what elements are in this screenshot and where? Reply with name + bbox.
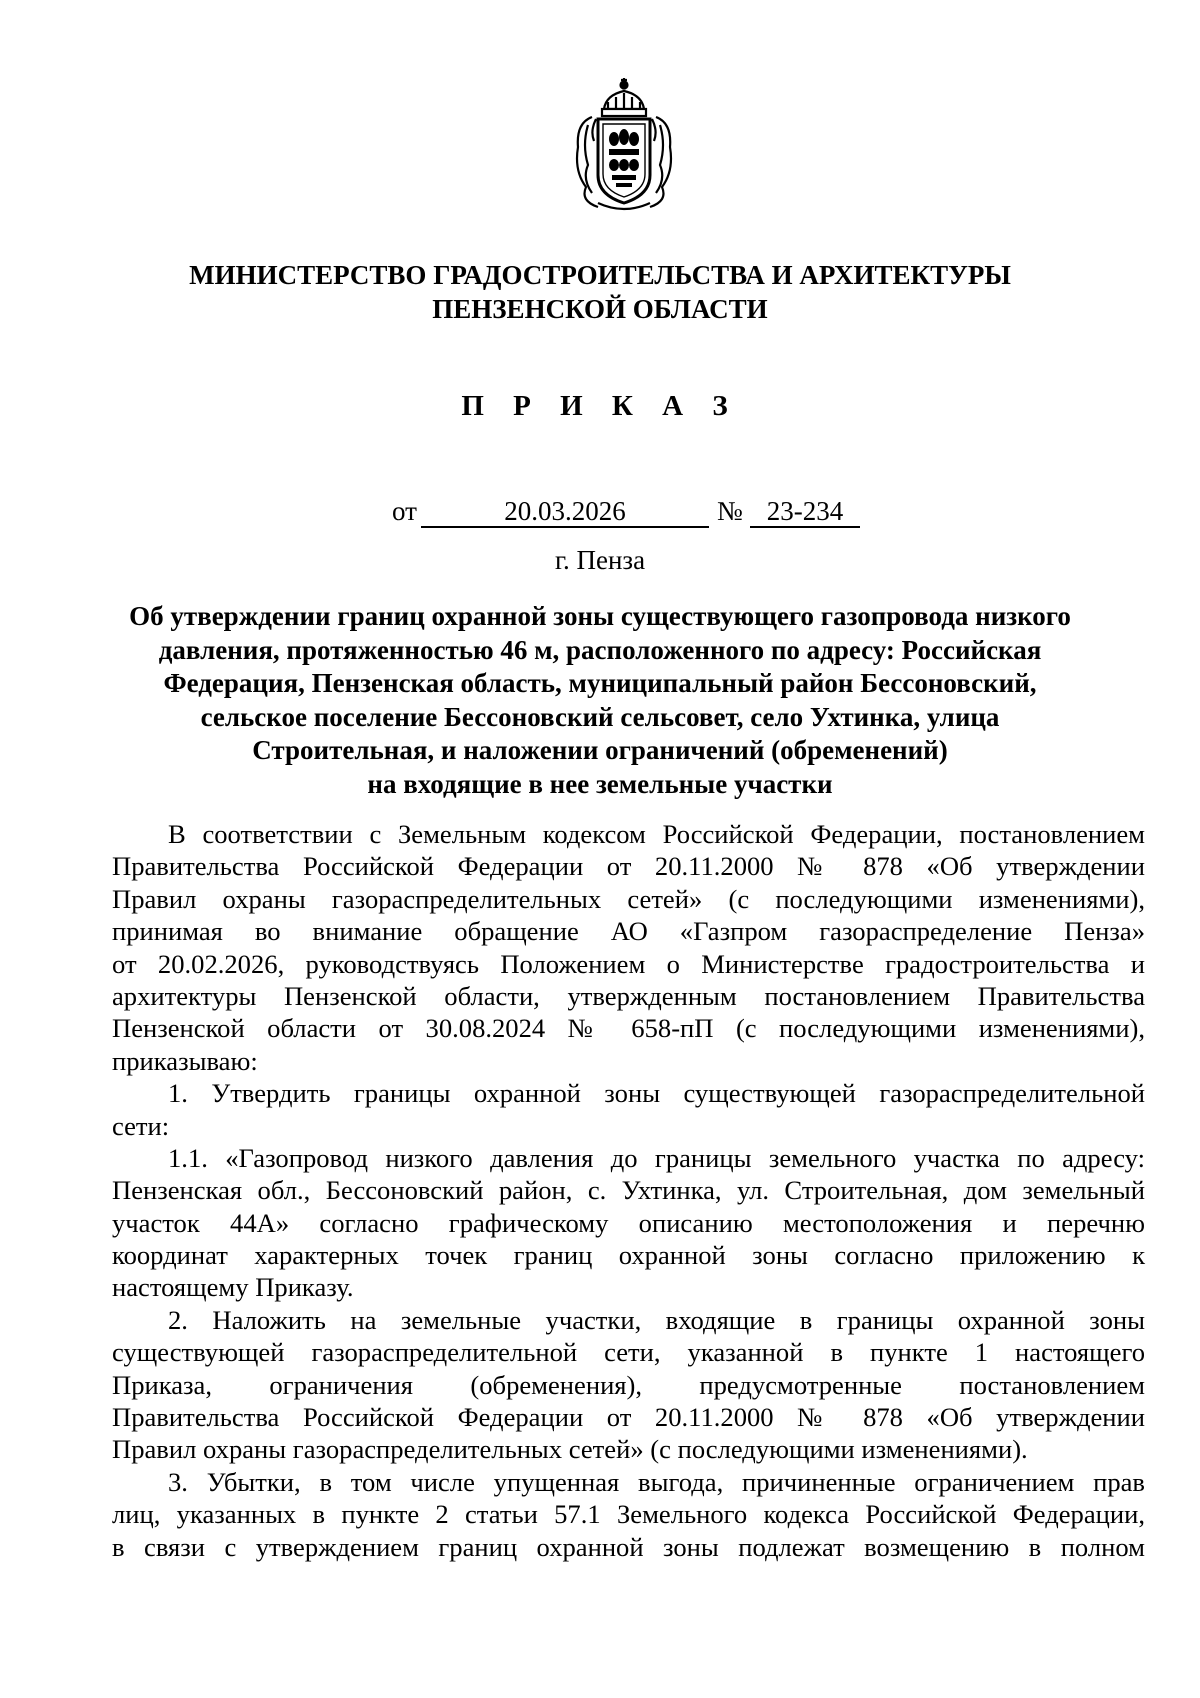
body-line: в связи с утверждением границ охранной зоны подлежат возмещению в полном bbox=[112, 1531, 1145, 1562]
order-title: П Р И К А З bbox=[461, 390, 739, 422]
subject-line: Федерация, Пензенская область, муниципальный район Бессоновский, bbox=[163, 668, 1037, 699]
body-line: координат характерных точек границ охранной зоны согласно приложению к bbox=[112, 1240, 1145, 1271]
subject-line: Об утверждении границ охранной зоны существующего газопровода низкого bbox=[129, 601, 1071, 631]
body-line: Пензенской области от 30.08.2024 № 658-пП (с последующими изменениями), bbox=[112, 1013, 1145, 1044]
body-line: Приказа, ограничения (обременения), предусмотренные постановлением bbox=[112, 1369, 1145, 1400]
body-line: Пензенская обл., Бессоновский район, с. Ухтинка, ул. Строительная, дом земельный bbox=[112, 1175, 1145, 1206]
body-line: от 20.02.2026, руководствуясь Положением о Министерстве градостроительства и bbox=[112, 948, 1145, 979]
number-sign: № bbox=[717, 496, 743, 526]
ministry-line: МИНИСТЕРСТВО ГРАДОСТРОИТЕЛЬСТВА И АРХИТЕКТУРЫ bbox=[189, 260, 1011, 290]
subject-line: давления, протяженностью 46 м, расположенного по адресу: Российская bbox=[158, 634, 1042, 665]
body-line: 1. Утвердить границы охранной зоны существующей газораспределительной bbox=[168, 1078, 1145, 1109]
date-prefix: от bbox=[392, 496, 417, 526]
body-line: архитектуры Пензенской области, утвержденным постановлением Правительства bbox=[112, 980, 1145, 1011]
body-line: Правил охраны газораспределительных сетей» (с последующими изменениями), bbox=[112, 883, 1145, 914]
body-line: участок 44А» согласно графическому описанию местоположения и перечню bbox=[112, 1207, 1145, 1238]
subject-line: на входящие в нее земельные участки bbox=[367, 768, 833, 799]
body-line: сети: bbox=[112, 1110, 170, 1141]
body-line: лиц, указанных в пункте 2 статьи 57.1 Земельного кодекса Российской Федерации, bbox=[112, 1499, 1145, 1530]
subject-line: сельское поселение Бессоновский сельсовет, село Ухтинка, улица bbox=[200, 701, 1000, 732]
body-line: Правил охраны газораспределительных сетей» (с последующими изменениями). bbox=[112, 1434, 1028, 1465]
order-date: 20.03.2026 bbox=[421, 496, 709, 528]
city: г. Пенза bbox=[554, 545, 646, 575]
body-line: Правительства Российской Федерации от 20.11.2000 № 878 «Об утверждении bbox=[112, 851, 1145, 882]
body-line: 2. Наложить на земельные участки, входящие в границы охранной зоны bbox=[168, 1304, 1145, 1335]
order-subject bbox=[120, 600, 1080, 802]
body-line: В соответствии с Земельным кодексом Российской Федерации, постановлением bbox=[168, 819, 1145, 849]
body-line: приказываю: bbox=[112, 1045, 258, 1076]
body-line: Правительства Российской Федерации от 20.11.2000 № 878 «Об утверждении bbox=[112, 1402, 1145, 1433]
order-dateline bbox=[0, 496, 1200, 530]
ministry-line: ПЕНЗЕНСКОЙ ОБЛАСТИ bbox=[432, 294, 768, 324]
body-line: принимая во внимание обращение АО «Газпром газораспределение Пенза» bbox=[112, 916, 1145, 947]
body-line: 1.1. «Газопровод низкого давления до границы земельного участка по адресу: bbox=[168, 1142, 1145, 1173]
body-line: 3. Убытки, в том числе упущенная выгода, причиненные ограничением прав bbox=[168, 1466, 1145, 1497]
subject-line: Строительная, и наложении ограничений (обременений) bbox=[252, 735, 948, 766]
order-body bbox=[112, 818, 1145, 1563]
order-number: 23-234 bbox=[750, 496, 860, 528]
body-line: настоящему Приказу. bbox=[112, 1272, 354, 1303]
coat-of-arms-icon bbox=[568, 75, 680, 215]
body-line: существующей газораспределительной сети, указанной в пункте 1 настоящего bbox=[112, 1337, 1145, 1368]
ministry-name bbox=[120, 258, 1080, 326]
